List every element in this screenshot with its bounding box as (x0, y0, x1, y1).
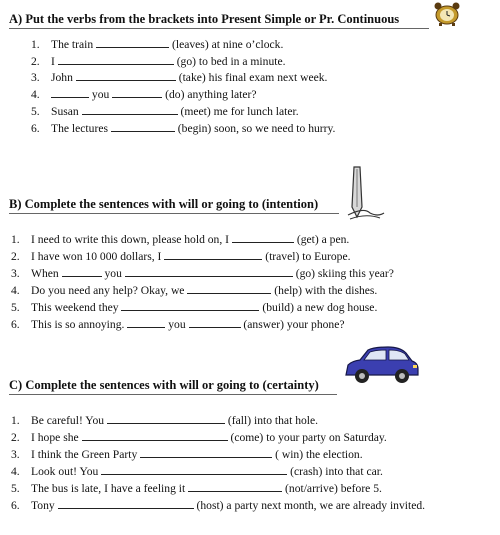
list-item: 5. Susan (meet) me for lunch later. (31, 105, 299, 118)
answer-blank[interactable] (189, 317, 241, 328)
answer-blank[interactable] (140, 447, 272, 458)
list-item: 2. I (go) to bed in a minute. (31, 55, 286, 68)
section-c-heading: C) Complete the sentences with will or going to (certainty) (9, 378, 319, 392)
answer-blank[interactable] (187, 283, 271, 294)
answer-blank[interactable] (58, 54, 174, 65)
list-item: 6. Tony (host) a party next month, we are already invited. (11, 499, 426, 512)
section-b-underline (9, 213, 339, 214)
list-item: 6. This is so annoying. you (answer) your phone? (11, 318, 345, 331)
list-item: 4. you (do) anything later? (31, 88, 257, 101)
answer-blank[interactable] (62, 266, 102, 277)
car-icon (342, 345, 420, 387)
section-a-heading: A) Put the verbs from the brackets into Present Simple or Pr. Continuous (9, 12, 400, 26)
list-item: 6. The lectures (begin) soon, so we need to hurry. (31, 122, 336, 135)
section-a-underline (9, 28, 429, 29)
answer-blank[interactable] (188, 481, 282, 492)
answer-blank[interactable] (76, 70, 176, 81)
answer-blank[interactable] (107, 413, 225, 424)
answer-blank[interactable] (232, 232, 294, 243)
answer-blank[interactable] (111, 121, 175, 132)
answer-blank[interactable] (125, 266, 293, 277)
answer-blank[interactable] (127, 317, 165, 328)
list-item: 3. I think the Green Party ( win) the election. (11, 448, 363, 461)
answer-blank[interactable] (58, 498, 194, 509)
list-item: 3. When you (go) skiing this year? (11, 267, 394, 280)
list-item: 2. I have won 10 000 dollars, I (travel) to Europe. (11, 250, 351, 263)
section-c-underline (9, 394, 337, 395)
section-b-heading: B) Complete the sentences with will or going to (intention) (9, 197, 319, 211)
list-item: 2. I hope she (come) to your party on Saturday. (11, 431, 387, 444)
answer-blank[interactable] (82, 430, 228, 441)
list-item: 4. Look out! You (crash) into that car. (11, 465, 383, 478)
list-item: 1. I need to write this down, please hold on, I (get) a pen. (11, 233, 350, 246)
list-item: 1. The train (leaves) at nine o’clock. (31, 38, 284, 51)
answer-blank[interactable] (82, 104, 178, 115)
answer-blank[interactable] (164, 249, 262, 260)
pen-icon (340, 163, 386, 223)
alarm-clock-icon (430, 2, 464, 26)
list-item: 5. This weekend they (build) a new dog house. (11, 301, 378, 314)
list-item: 5. The bus is late, I have a feeling it (not/arrive) before 5. (11, 482, 382, 495)
list-item: 3. John (take) his final exam next week. (31, 71, 328, 84)
answer-blank[interactable] (51, 87, 89, 98)
answer-blank[interactable] (112, 87, 162, 98)
answer-blank[interactable] (96, 37, 169, 48)
list-item: 4. Do you need any help? Okay, we (help) with the dishes. (11, 284, 378, 297)
answer-blank[interactable] (101, 464, 287, 475)
answer-blank[interactable] (121, 300, 259, 311)
list-item: 1. Be careful! You (fall) into that hole. (11, 414, 319, 427)
